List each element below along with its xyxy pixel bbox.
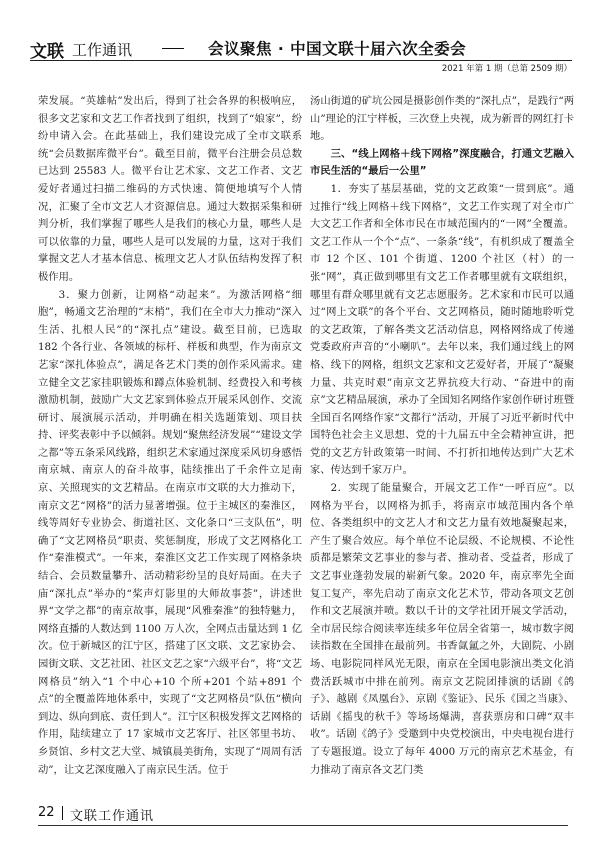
masthead <box>30 36 572 74</box>
publication-logo: 文联 <box>30 42 64 62</box>
paragraph: 2．实现了能量聚合，开展文艺工作“一呼百应”。以网格为平台，以网格为抓手，将南京市域范围内各个单位、各类组织中的文艺人才和文艺力量有效地凝聚起来，产生了聚合效应。每个单位不论层级、不论规模、不论性质都是繁荣文艺事业的参与者、推动者、受益者，形成了文艺事业蓬勃发展的崭新气象。2020 年，南京率先全面复工复产，率先启动了南京文化艺术节，带动各项文艺创作和文艺展演并喷。数以千计的文学社团开展文学活动，全市居民综合阅读率连续多年位居全省第一，城市数字阅读指数在全国排在最前列。书香氤氲之外，大剧院、小剧场、电影院同样风光无限，南京在全国电影演出类文化消费活跃城市中排在前列。南京文艺院团排演的话剧《鸽子》、越剧《凤凰台》、京剧《鉴证》、民乐《国之当康》、话剧《摇曳的秋千》等场场爆满，喜获票房和口碑“双丰收”。话剧《鸽子》受邀到中央党校演出，中央电视台进行了专题报道。设立了每年 4000 万元的南京艺术基金，有力推动了南京各文艺门类 <box>310 482 574 776</box>
footer-publication-name: 文联工作通讯 <box>70 809 155 824</box>
footer-rule <box>38 825 568 826</box>
publication-name: 工作通讯 <box>72 41 133 59</box>
section-heading: 三、“线上网格＋线下网格”深度融合，打通文艺融入市民生活的“最后一公里” <box>310 147 574 178</box>
page-number: 22 <box>38 805 55 820</box>
paragraph: 荣发展。“英雄帖”发出后，得到了社会各界的积极响应，很多文艺家和文艺工作者找到了组织，找到了“娘家”，纷纷申请入会。在此基础上，我们建设完成了全市文联系统“会员数据库微平台”。截至目前，微平台注册会员总数已达到 25583 人。微平台让艺术家、文艺工作者、文艺爱好者通过扫描二维码的方式快速、简便地填写个人情况，汇聚了全市文艺人才资源信息。通过大数据采集和研判分析，我们掌握了哪些人是我们的核心力量，哪些人是可以依靠的力量，哪些人是可以发展的力量，这对于我们掌握文艺人才基本信息、梳理文艺人才队伍结构发挥了积极作用。 <box>38 95 302 283</box>
masthead-dash <box>162 48 184 49</box>
page-footer <box>38 803 568 825</box>
column-title: 会议聚焦 · 中国文联十届六次全委会 <box>208 40 467 58</box>
paragraph: 3．聚力创新，让网格“动起来”。为激活网格“细胞”，畅通文艺治理的“末梢”，我们在全市大力推动“深入生活、扎根人民”的“深扎点”建设。截至目前，已选取 182 个各行业、各领域的标杆、样板和典型，作为南京文艺家“深扎体验点”，满足各艺术门类的创作采风需求。建立健全文艺家挂职锻炼和蹲点体验机制、经费投入和考核激励机制，鼓励广大文艺家到体验点开展采风创作、交流研讨、展演展示活动，并明确在相关选题策划、项目扶持、评奖表彰中予以倾斜。规划“聚焦经济发展”“建设文学之都”等五条采风线路，组织艺术家通过深度采风切身感悟南京城、南京人的奋斗故事，陆续推出了千余件立足南京、关照现实的文艺精品。在南京市文联的大力推动下，南京文艺“网格”的活力显著增强。位于主城区的秦淮区，线等周好专业协会、街道社区、文化条口“三支队伍”，明确了“文艺网格员”职责、奖惩制度，形成了文艺网格化工作“秦淮模式”。一年来，秦淮区文艺工作实现了网格条块结合、会员数量攀升、活动精彩纷呈的良好局面。在夫子庙“深扎点”举办的“桨声灯影里的大师故事荟”，讲述世界“文学之都”的南京故事，展现“风雅秦淮”的独特魅力，网络直播的人数达到 1100 万人次，全网点击量达到 1 亿次。位于新城区的江宁区，搭建了区文联、文艺家协会、园街文联、文艺社团、社区文艺之家“六级平台”，将“文艺网格员”纳入“1 个中心+10 个所+201 个站+891 个点”的全覆盖阵地体系中，实现了“文艺网格员”队伍“横向到边、纵向到底、责任到人”。江宁区积极发挥文艺网格的作用，陆续建立了 17 家城市文艺客厅、社区邻里书坊、乡贤馆、乡村文艺大堂、城镇晨美街角，实现了“周周有活动”，让文艺深度融入了南京民生活。位于 <box>38 288 302 776</box>
paragraph: 1．夯实了基层基础，党的文艺政策“一贯到底”。通过推行“线上网格＋线下网格”，文艺工作实现了对全市广大文艺工作者和全体市民在市域范围内的“一网”全覆盖。文艺工作从一个个“点”、一条条“线”，有机织成了覆盖全市 12 个区、101 个街道、1200 个社区（村）的一张“网”，真正做到哪里有文艺工作者哪里就有文联组织，哪里有群众哪里就有文艺志愿服务。艺术家和市民可以通过“网上文联”的各个平台、文艺网格员，随时随地聆听党的文艺政策，了解各类文艺活动信息，网格网络成了传递党委政府声音的“小喇叭”。去年以来，我们通过线上的网格、线下的网格，组织文艺家和文艺爱好者，开展了“凝聚力量、共克时艰”南京文艺界抗疫大行动、“奋进中的南京”文艺精品展演，承办了全国知名网络作家创作研讨班暨全国百名网络作家“文都行”活动，开展了习近平新时代中国特色社会主义思想、党的十九届五中全会精神宣讲，把党的文艺方针政策第一时间、不打折扣地传达到广大艺术家、传达到千家万户。 <box>310 182 574 477</box>
left-column <box>38 93 302 779</box>
paragraph: 汤山街道的矿坑公园是摄影创作类的“深扎点”，是践行“两山”理论的江宁样板，三次登上央视，成为新晋的网红打卡地。 <box>310 95 574 143</box>
issue-number: 2021 年第 1 期（总第 2509 期） <box>441 64 572 74</box>
masthead-rule <box>30 60 572 61</box>
footer-divider <box>62 806 63 820</box>
right-column <box>310 93 574 779</box>
